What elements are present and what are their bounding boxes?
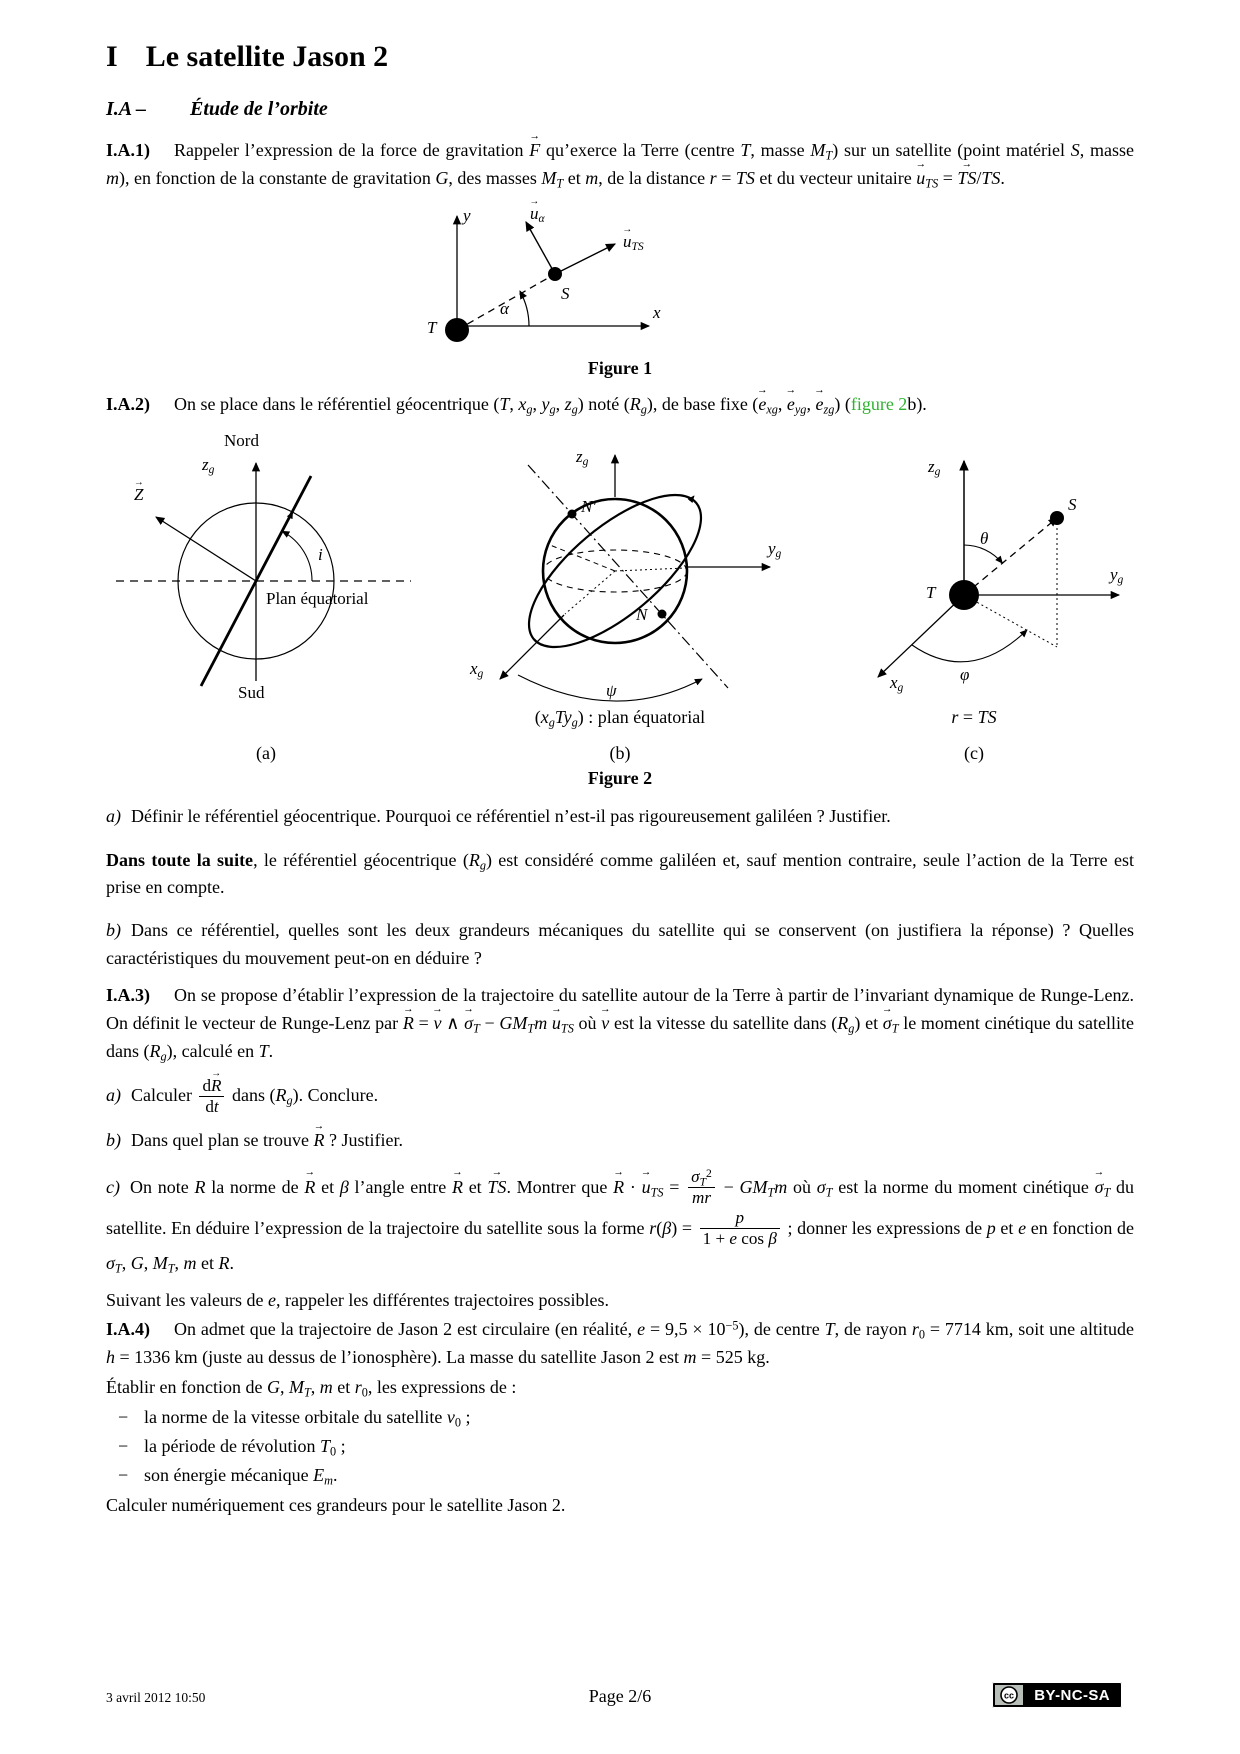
figure1 (397, 202, 727, 354)
svg-text:cc: cc (1004, 1690, 1015, 1701)
fig2b-label-yg: $y_g$ (768, 538, 782, 560)
fig2c-subcaption: r = TS (951, 706, 997, 727)
fig2b-label-zg: $z_g$ (576, 446, 589, 468)
question-text: Dans quel plan se trouve → R ? Justifier. (131, 1130, 403, 1150)
fig2b-label-n: N (636, 604, 648, 624)
list-item (106, 1462, 1134, 1490)
fig1-label-alpha: α (500, 298, 509, 318)
dash-bullet: − (118, 1407, 129, 1428)
cc-license-badge[interactable] (992, 1682, 1122, 1708)
fig2b-subcaption: $(x_gTy_g)$ : plan équatorial (534, 706, 706, 730)
fig2a-label-z-vector: → Z (134, 485, 143, 505)
dash-bullet: − (118, 1435, 129, 1456)
inclination-arc (282, 531, 312, 581)
fig2a-label-sud: Sud (238, 682, 265, 702)
node-line (528, 465, 728, 688)
figure2-link[interactable]: figure 2 (850, 393, 908, 414)
fig2c-label-t: T (926, 582, 936, 602)
page-title (106, 40, 1134, 74)
paragraph-text: Suivant les valeurs de e, rappeler les différentes trajectoires possibles. (106, 1289, 610, 1310)
question-text: Dans ce référentiel, quelles sont les deux grandeurs mécaniques du satellite qui se conservent (on justifiera la réponse) ? Quelles caractéristiques du mouvement peut-on en déduire ? (106, 920, 1134, 969)
fig2b-label-psi: ψ (606, 680, 617, 700)
question-text: On admet que la trajectoire de Jason 2 est circulaire (en réalité, $e = 9,5 \times 10^{-5}$), de centre T, de rayon $r_0 = 7714$ km, soit une altitude h = 1336 km (juste au dessus de l’ionosphère). La masse du satellite Jason 2 est m = 525 kg. (106, 1318, 1134, 1368)
subsection-label: I.A – (106, 98, 147, 120)
xg-axis (878, 595, 964, 677)
dotted-radius-x (565, 571, 615, 614)
figure2c (814, 433, 1134, 764)
satellite-dot (1050, 511, 1064, 525)
paragraph-qa2 (106, 1076, 1134, 1117)
earth-dot (949, 580, 979, 610)
u-ts-vector (555, 244, 615, 274)
node-nprime-dot (568, 509, 577, 518)
paragraph-text: Dans toute la suite, le référentiel géocentrique $(R_g)$ est considéré comme galiléen et, sauf mention contraire, seule l’action de la Terre est prise en compte. (106, 849, 1134, 898)
license-label: BY-NC-SA (1034, 1686, 1110, 1704)
document-content (106, 40, 1134, 1522)
figure2c-drawing (814, 433, 1134, 705)
list-item-text: son énergie mécanique $E_m$. (144, 1464, 338, 1488)
figure1-caption: Figure 1 (587, 357, 653, 378)
footer-timestamp: 3 avril 2012 10:50 (106, 1690, 206, 1705)
fig2c-label-xg: $x_g$ (890, 672, 904, 694)
figure2a-drawing (106, 430, 426, 705)
question-text: On se place dans le référentiel géocentrique (T, $x_g$, $y_g$, $z_g$) noté $(R_g)$, de base fixe (→ $e_{xg}$, → $e_{yg}$, → $e_{zg}$) (figure 2b). (174, 394, 927, 414)
question-text: On se propose d’établir l’expression de la trajectoire du satellite autour de la Terre à partir de l’invariant dynamique de Runge-Lenz. On définit le vecteur de Runge-Lenz par → R = → v ∧ → $\sigma_T - GM_Tm \to u_{TS}$ où → v est la vitesse du satellite dans $(R_g)$ et → $\sigma_T$ le moment cinétique du satellite dans $(R_g)$, calculé en T. (106, 985, 1134, 1061)
footer-page-number: Page 2/6 (588, 1686, 652, 1706)
node-n-dot (658, 609, 667, 618)
fig1-label-u-alpha: → $u_\alpha$ (530, 204, 545, 224)
alpha-arc (520, 291, 529, 326)
paragraph-suite (106, 847, 1134, 903)
paragraph-text: Établir en fonction de G, $M_T$, m et $r_0$, les expressions de : (106, 1377, 517, 1400)
paragraph-qb1 (106, 917, 1134, 973)
figure2b-drawing (450, 433, 790, 705)
fig2a-label-nord: Nord (224, 430, 259, 450)
list-item (106, 1433, 1134, 1461)
dotted-radius-y (615, 568, 686, 571)
paragraph-qc-suite (106, 1287, 1134, 1315)
fig1-label-y: y (463, 205, 471, 225)
fig2a-label-zg: $z_g$ (202, 454, 215, 476)
paragraph-ia4-etablir (106, 1374, 1134, 1402)
fig2c-label-s: S (1068, 494, 1077, 514)
paragraph-ia1 (106, 137, 1134, 193)
paragraph-ia4 (106, 1316, 1134, 1372)
fig2a-label-plan-equatorial: Plan équatorial (266, 588, 369, 608)
fig2c-label-zg: $z_g$ (928, 456, 941, 478)
subsection-heading (106, 98, 1134, 121)
paragraph-qc (106, 1167, 1134, 1278)
question-number: I.A.4) (106, 1319, 150, 1340)
paragraph-ia2 (106, 391, 1134, 419)
phi-arc (912, 630, 1027, 662)
ts-dashed-line (964, 518, 1057, 595)
fig2c-label-yg: $y_g$ (1110, 564, 1124, 586)
question-text: Calculer $\frac{d\to R}{dt}$ dans $(R_g)$. Conclure. (131, 1085, 378, 1105)
fig2b-label-nprime: N′ (581, 496, 597, 516)
dash-bullet: − (118, 1464, 129, 1485)
question-number: I.A.3) (106, 985, 150, 1006)
fig2c-label-phi: φ (960, 664, 970, 684)
fig2a-label-i: i (318, 544, 323, 564)
u-alpha-vector (526, 222, 555, 274)
paragraph-calcul (106, 1492, 1134, 1520)
dotted-projection (964, 595, 1057, 647)
figure2a (106, 430, 426, 764)
question-text: Rappeler l’expression de la force de gravitation → F qu’exerce la Terre (centre T, masse $M_T$) sur un satellite (point matériel S, masse m), en fonction de la constante de gravitation G, des masses $M_T$ et m, de la distance r = TS et du vecteur unitaire → $u_{TS}$ = → TS/TS. (106, 140, 1134, 188)
fig1-label-x: x (653, 302, 661, 322)
figure2b (450, 433, 790, 764)
section-title: Le satellite Jason 2 (145, 40, 389, 73)
paragraph-qb2 (106, 1127, 1134, 1155)
question-letter: b) (106, 920, 121, 941)
fig2a-letter: (a) (256, 742, 276, 763)
earth-dot (445, 318, 469, 342)
figure2-caption: Figure 2 (587, 767, 653, 788)
fig2c-letter: (c) (964, 742, 984, 763)
fig2b-letter: (b) (609, 742, 631, 763)
question-letter: a) (106, 805, 121, 826)
question-letter: b) (106, 1130, 121, 1151)
question-letter: c) (106, 1176, 120, 1197)
fig1-label-s: S (561, 283, 570, 303)
list-item-text: la norme de la vitesse orbitale du satellite $v_0$ ; (144, 1407, 471, 1430)
question-number: I.A.1) (106, 140, 150, 160)
fig1-label-u-ts: → $u_{TS}$ (623, 232, 644, 252)
fig2b-label-xg: $x_g$ (470, 658, 484, 680)
paragraph-ia3 (106, 982, 1134, 1066)
question-text: Définir le référentiel géocentrique. Pourquoi ce référentiel n’est-il pas rigoureusement galiléen ? Justifier. (131, 805, 891, 826)
fig2a-subcaption (106, 707, 426, 733)
question-letter: a) (106, 1085, 121, 1106)
figure2 (106, 430, 1134, 764)
satellite-dot (548, 267, 562, 281)
figure1-drawing (397, 202, 727, 354)
subsection-title: Étude de l’orbite (190, 98, 328, 120)
fig2c-label-theta: θ (980, 528, 989, 548)
fig1-label-t: T (427, 317, 437, 337)
list-item-text: la période de révolution $T_0$ ; (144, 1435, 346, 1459)
paragraph-qa1 (106, 803, 1134, 831)
question-text: On note R la norme de → R et β l’angle entre → R et → TS. Montrer que → R · → $u_{TS}$ = $\frac{\sigma_T^2}{mr}$ − $GM_Tm$ où $\sigma_T$ est la norme du moment cinétique → $\sigma_T$ du satellite. En déduire l’expression de la trajectoire du satellite sous la forme r(β) = $\frac{p}{\text{1 + e cos β}}$ ; donner les expressions de p et e en fonction de $\sigma_T$, G, $M_T$, m et R. (106, 1177, 1134, 1273)
section-number: I (106, 40, 118, 73)
question-number: I.A.2) (106, 393, 150, 414)
list-item (106, 1404, 1134, 1432)
paragraph-text: Calculer numériquement ces grandeurs pour le satellite Jason 2. (106, 1494, 566, 1515)
cc-icon (995, 1685, 1023, 1705)
z-vector (156, 517, 256, 581)
